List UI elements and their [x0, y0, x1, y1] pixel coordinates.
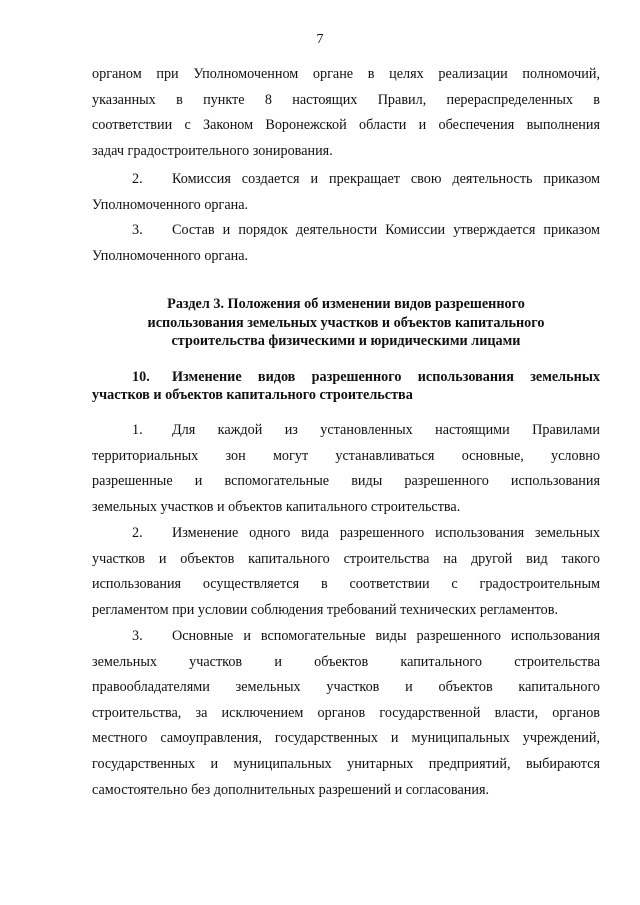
text-line: соответствии с Законом Воронежской области и обеспечения выполнения [92, 117, 600, 134]
article-item-3-paragraph [92, 624, 600, 803]
text-line: земельных участков и объектов капитального строительства [92, 653, 600, 670]
text-line: разрешенные и вспомогательные виды разрешенного использования [92, 473, 600, 490]
text-line: указанных в пункте 8 настоящих Правил, перераспределенных в [92, 91, 600, 108]
text-line: использования осуществляется в соответствии с градостроительным [92, 576, 600, 593]
section-heading: Раздел 3. Положения об изменении видов разрешенного использования земельных участков и объектов капитального строительства физическими и юридическими лицами [147, 296, 545, 350]
text-line: строительства, за исключением органов государственной власти, органов [92, 704, 600, 721]
text-line: территориальных зон могут устанавливаться основные, условно [92, 447, 600, 464]
text-line: 2. Изменение одного вида разрешенного использования земельных [92, 521, 600, 547]
intro-paragraph [92, 62, 600, 164]
text-line: Уполномоченного органа. [92, 196, 249, 213]
item-number: 1. [132, 422, 143, 438]
text-line: участков и объектов капитального строительства на другой вид такого [92, 550, 600, 567]
text-line: регламентом при условии соблюдения требований технических регламентов. [92, 601, 558, 618]
page-number: 7 [316, 32, 324, 47]
text-line: 1. Для каждой из установленных настоящими Правилами [92, 418, 600, 444]
article-heading [92, 368, 600, 404]
text-line: 3. Основные и вспомогательные виды разрешенного использования [92, 624, 600, 650]
text-line: органом при Уполномоченном органе в целях реализации полномочий, [92, 66, 600, 82]
item-number: 3. [132, 222, 143, 238]
text-line: земельных участков и объектов капитального строительства. [92, 498, 461, 515]
text-line: государственных и муниципальных унитарных предприятий, выбираются [92, 755, 600, 772]
text-line: правообладателями земельных участков и объектов капитального [92, 679, 600, 696]
item-number: 3. [132, 628, 143, 644]
heading-line: 10. Изменение видов разрешенного использования земельных [132, 369, 600, 385]
article-item-1-paragraph [92, 418, 600, 520]
item-number: 2. [132, 171, 143, 187]
text-line: 2. Комиссия создается и прекращает свою деятельность приказом [92, 167, 600, 193]
item-3-paragraph [92, 218, 600, 269]
text-line: Уполномоченного органа. [92, 247, 249, 264]
article-item-2-paragraph [92, 521, 600, 623]
heading-line: участков и объектов капитального строительства [92, 387, 413, 403]
article-number: 10. [132, 369, 150, 385]
item-2-paragraph [92, 167, 600, 218]
text-line: самостоятельно без дополнительных разрешений и согласования. [92, 781, 490, 798]
text-line: задач градостроительного зонирования. [92, 142, 333, 159]
text-line: местного самоуправления, государственных и муниципальных учреждений, [92, 730, 600, 747]
item-number: 2. [132, 525, 143, 541]
text-line: 3. Состав и порядок деятельности Комиссии утверждается приказом [92, 218, 600, 244]
